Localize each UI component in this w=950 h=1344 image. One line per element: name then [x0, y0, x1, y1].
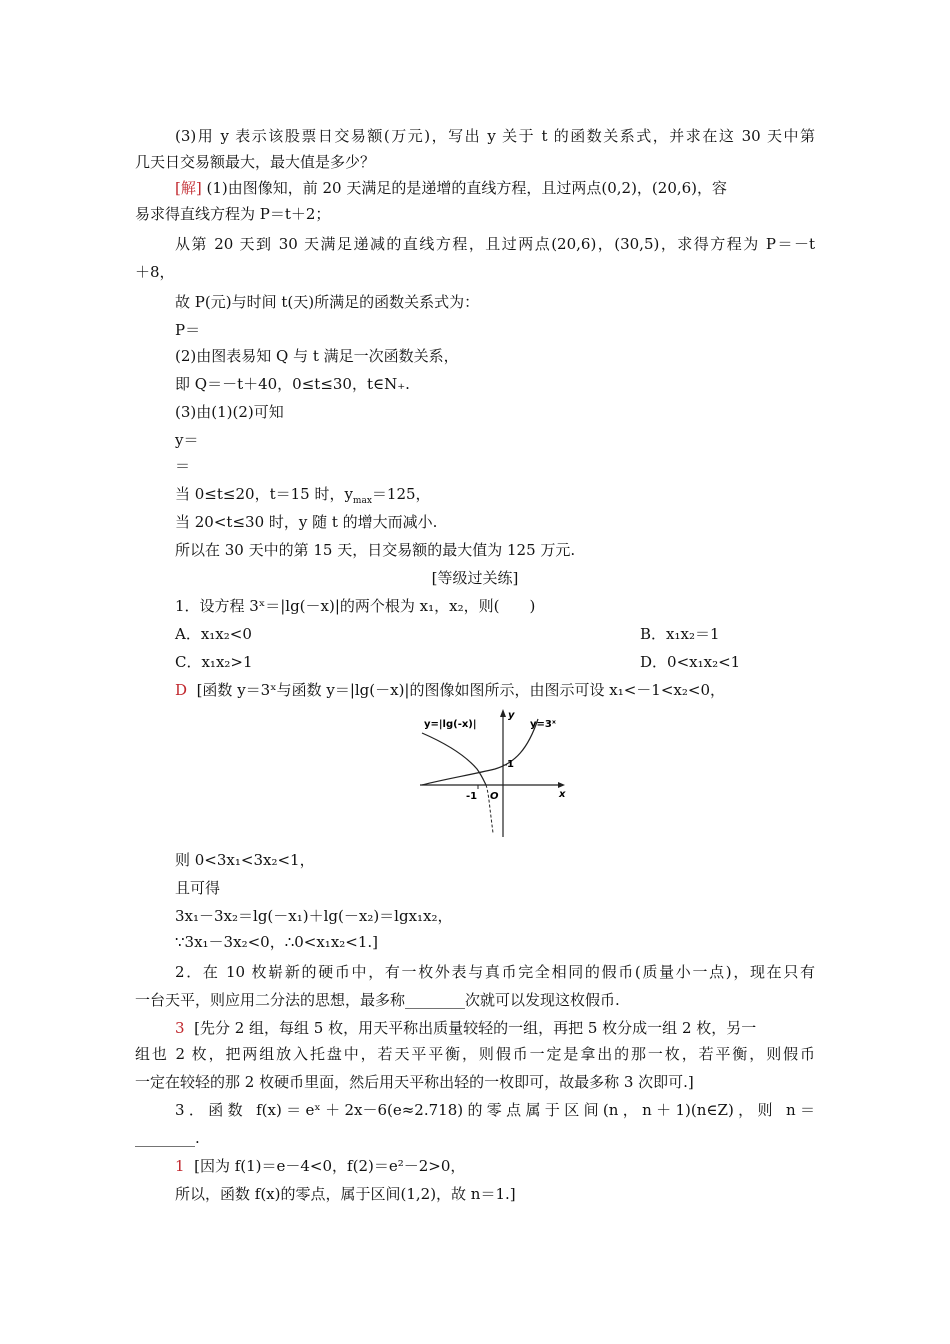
label-lg: y=|lg(-x)| — [424, 719, 477, 730]
solution-line8: 即 Q＝－t＋40，0≤t≤30，t∈N₊. — [175, 375, 410, 393]
q2-explanation-line1 — [175, 1018, 815, 1038]
solution-line9: (3)由(1)(2)可知 — [175, 403, 284, 421]
q1-option-d: D．0<x₁x₂<1 — [640, 653, 741, 671]
q3-stem-line1: 3．函数 f(x)＝eˣ＋2x－6(e≈2.718)的零点属于区间(n，n＋1)(n∈Z)，则 n＝ — [175, 1101, 815, 1119]
solution-line14: 所以在 30 天中的第 15 天，日交易额的最大值为 125 万元. — [175, 541, 576, 559]
q1-explanation-line1 — [175, 680, 725, 700]
section-title: [等级过关练] — [431, 569, 519, 587]
q2-expl1-text: [先分 2 组，每组 5 枚，用天平称出质量较轻的一组，再把 5 枚分成一组 2 枚，另一 — [194, 1019, 757, 1037]
solution-line12-text: 当 0≤t≤20，t＝15 时，y — [175, 485, 353, 503]
label-tick-neg1: -1 — [466, 791, 478, 802]
solution-line6: P＝ — [175, 321, 201, 339]
solution-line4: ＋8， — [135, 263, 175, 281]
q3-expl1-text: [因为 f(1)＝e－4<0，f(2)＝e²－2>0， — [194, 1157, 466, 1175]
q2-explanation-line2: 组也 2 枚，把两组放入托盘中，若天平平衡，则假币一定是拿出的那一枚，若平衡，则假币 — [135, 1045, 815, 1063]
q1-explanation-line2: 则 0<3x₁<3x₂<1， — [175, 851, 315, 869]
q3-stem-line1: (3)用 y 表示该股票日交易额(万元)，写出 y 关于 t 的函数关系式，并求在这 30 天中第 — [175, 127, 815, 145]
q1-function-graph — [410, 705, 570, 840]
solution-line11: ＝ — [175, 457, 191, 475]
q1-options-row1 — [175, 624, 720, 644]
q1-stem: 1．设方程 3ˣ＝|lg(－x)|的两个根为 x₁，x₂，则( ) — [175, 597, 536, 615]
solution-line5: 故 P(元)与时间 t(天)所满足的函数关系式为： — [175, 293, 480, 311]
q3-explanation-line1 — [175, 1156, 465, 1176]
solution-line1 — [175, 178, 815, 198]
solution-line2: 易求得直线方程为 P＝t＋2； — [135, 205, 331, 223]
q1-explanation-line3: 且可得 — [175, 879, 221, 897]
q2-stem-line2: 一台天平，则应用二分法的思想，最多称________次就可以发现这枚假币. — [135, 991, 620, 1009]
q2-answer: 3 — [175, 1019, 185, 1037]
q3-explanation-line2: 所以，函数 f(x)的零点，属于区间(1,2)，故 n＝1.] — [175, 1185, 516, 1203]
label-origin: O — [490, 791, 499, 802]
q3-answer: 1 — [175, 1157, 185, 1175]
solution-line12-sub: max — [352, 496, 372, 506]
q3-stem-line2: ________. — [135, 1129, 200, 1147]
solution-line12-end: ＝125， — [371, 485, 431, 503]
x-axis-arrow-icon — [558, 782, 565, 788]
label-axis-x: x — [559, 789, 566, 800]
solution-line7: (2)由图表易知 Q 与 t 满足一次函数关系， — [175, 347, 459, 365]
q2-stem-line1: 2．在 10 枚崭新的硬币中，有一枚外表与真币完全相同的假币(质量小一点)，现在只有 — [175, 963, 815, 981]
q1-expl1-text: [函数 y＝3ˣ与函数 y＝|lg(－x)|的图像如图所示，由图示可设 x₁<－1<x₂<0， — [196, 681, 725, 699]
label-tick-1: 1 — [507, 759, 514, 770]
q1-option-b: B．x₁x₂＝1 — [640, 625, 720, 643]
label-axis-y: y — [508, 710, 515, 721]
solution-line12 — [175, 484, 431, 511]
q1-option-a: A．x₁x₂<0 — [175, 625, 252, 643]
q3-stem-line2: 几天日交易额最大，最大值是多少？ — [135, 153, 376, 171]
solution-tag: [解] — [175, 179, 202, 197]
label-exp: y=3ˣ — [530, 719, 556, 730]
q1-options-row2 — [175, 652, 741, 672]
q1-explanation-line4: 3x₁－3x₂＝lg(－x₁)＋lg(－x₂)＝lgx₁x₂， — [175, 907, 453, 925]
q1-figure — [410, 705, 570, 840]
solution-line3: 从第 20 天到 30 天满足递减的直线方程，且过两点(20,6)，(30,5)，求得方程为 P＝－t — [175, 235, 815, 253]
q1-answer: D — [175, 681, 188, 699]
q1-option-c: C．x₁x₂>1 — [175, 653, 253, 671]
q2-explanation-line3: 一定在较轻的那 2 枚硬币里面，然后用天平称出轻的一枚即可，故最多称 3 次即可.] — [135, 1073, 694, 1091]
solution-text: (1)由图像知，前 20 天满足的是递增的直线方程，且过两点(0,2)，(20,6)，容 — [206, 179, 728, 197]
solution-line13: 当 20<t≤30 时，y 随 t 的增大而减小. — [175, 513, 438, 531]
solution-line10: y＝ — [175, 431, 199, 449]
y-axis-arrow-icon — [500, 709, 506, 717]
q1-explanation-line5: ∵3x₁－3x₂<0，∴0<x₁x₂<1.] — [175, 933, 379, 951]
